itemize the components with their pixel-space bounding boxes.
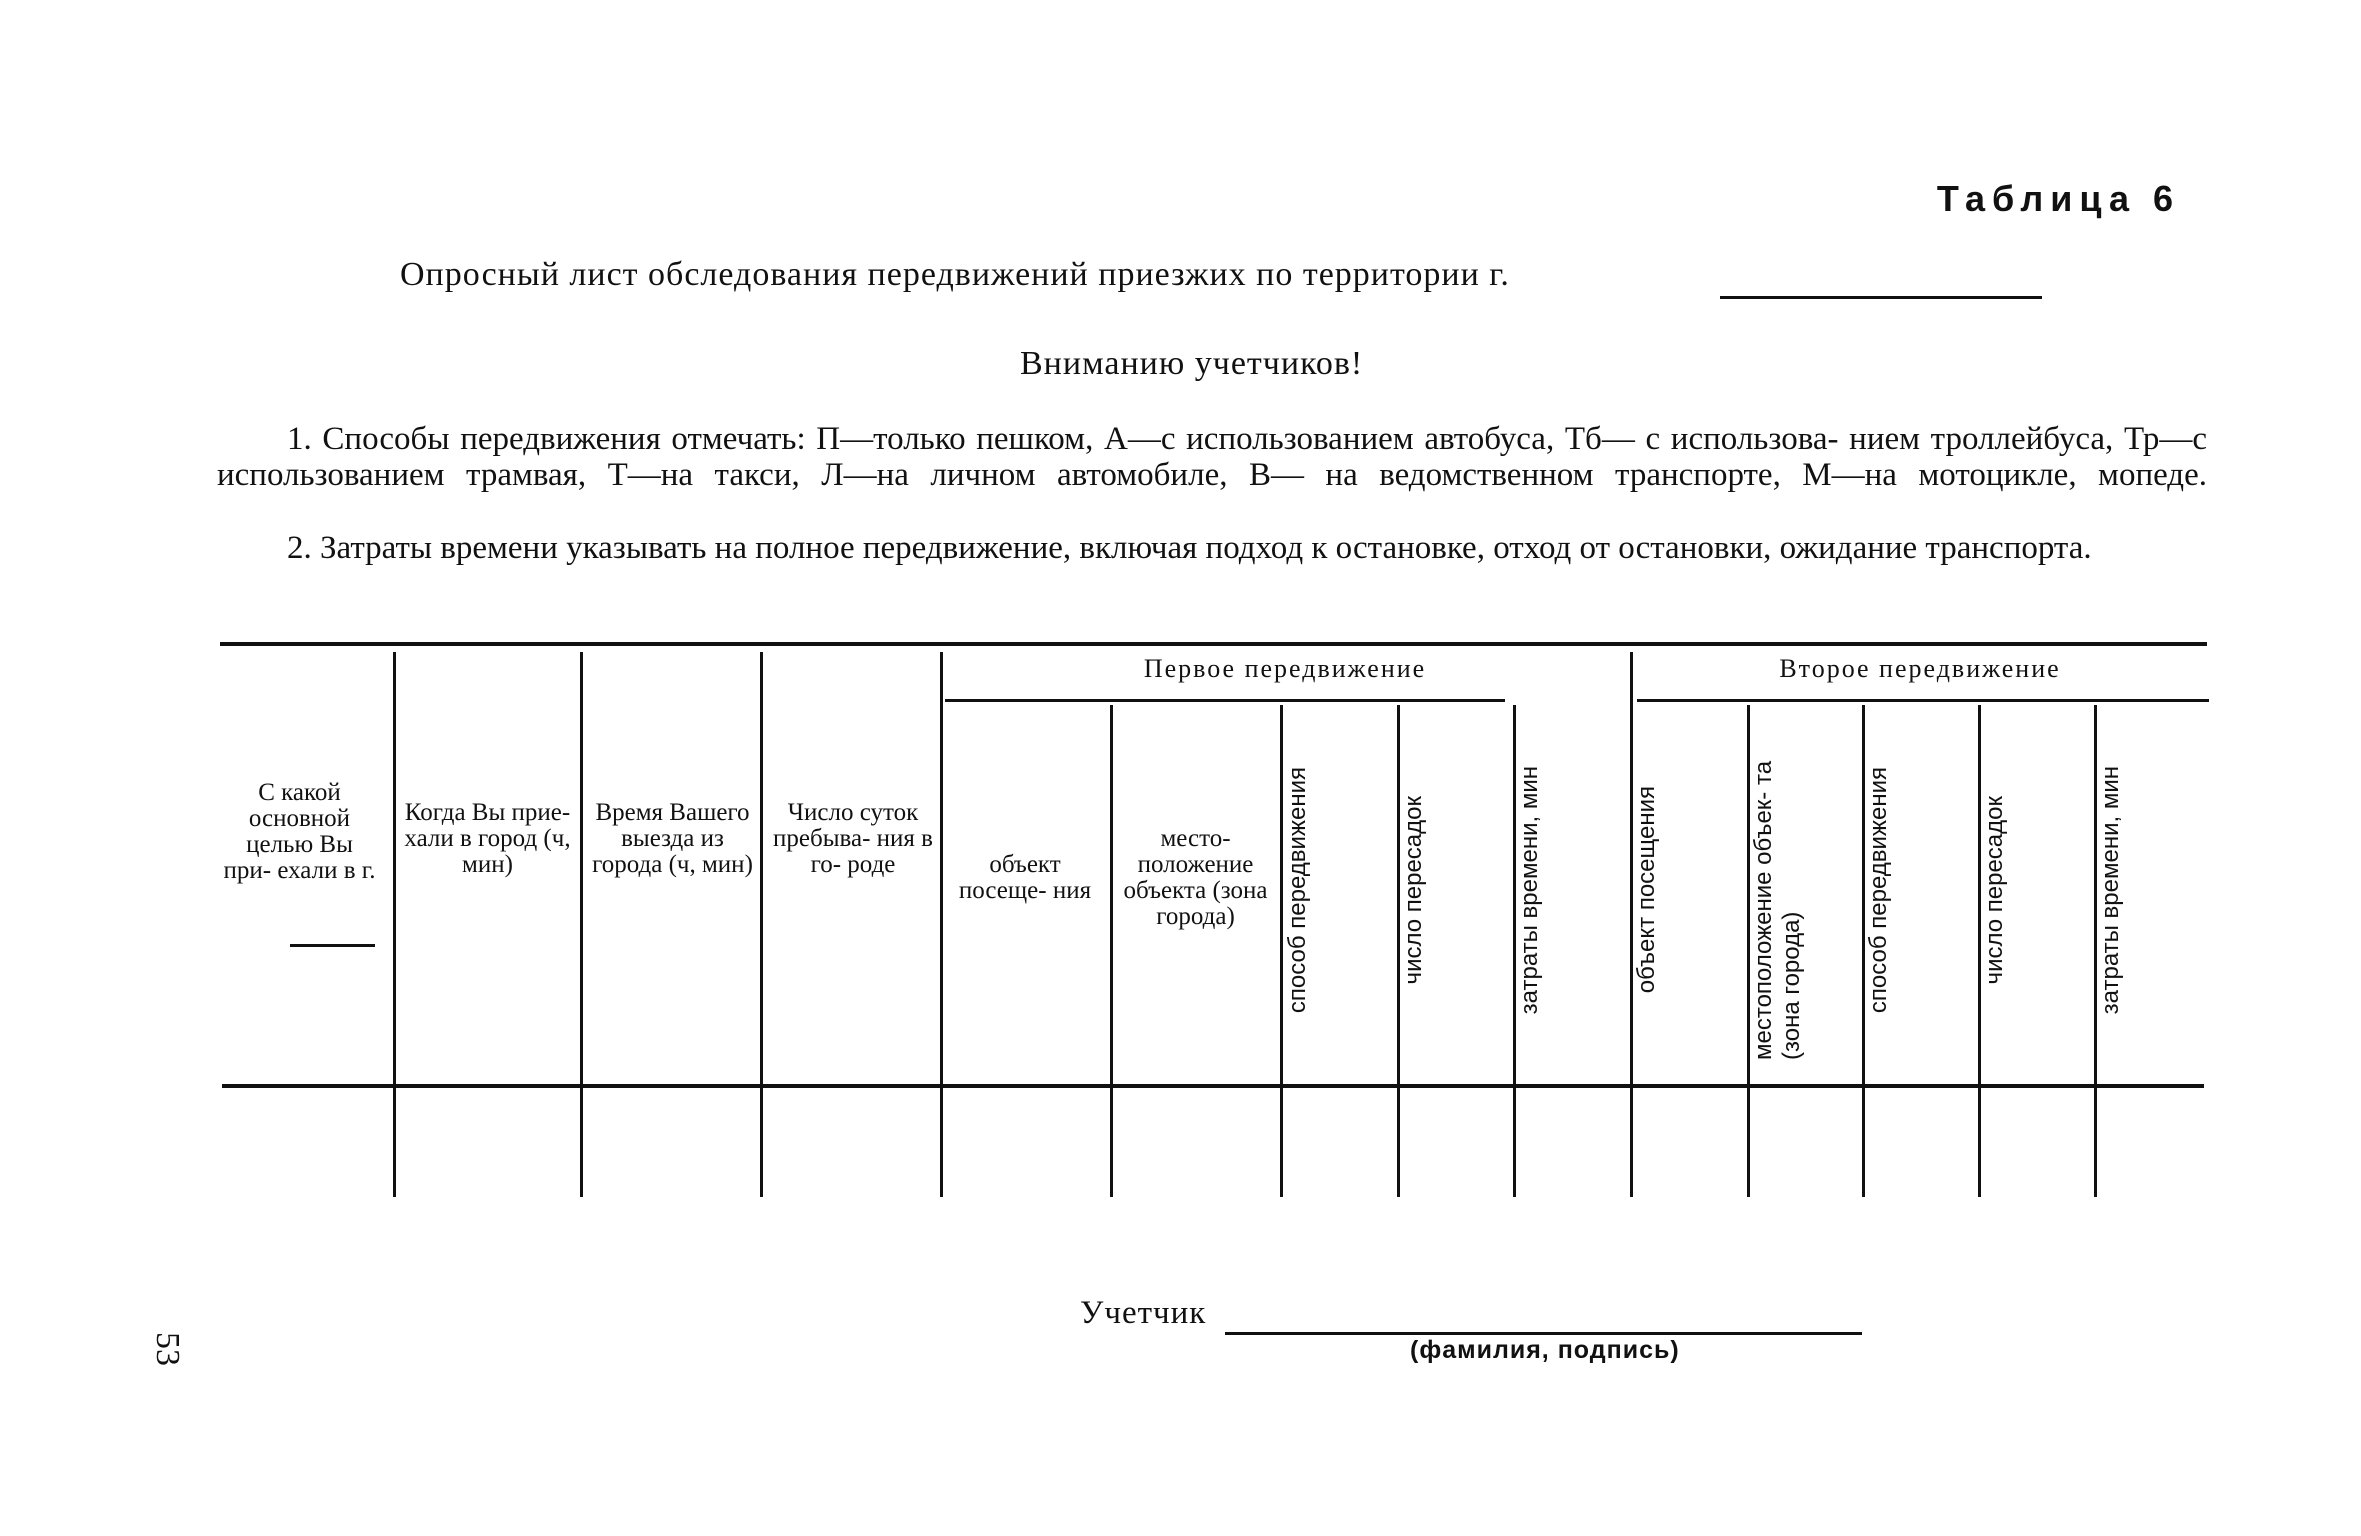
col-divider [1110, 705, 1113, 1197]
departure-time-column-header: Время Вашего выезда из города (ч, мин) [592, 799, 753, 878]
instruction-1: 1. Способы передвижения отмечать: П—только пешком, А—с использованием автобуса, Тб— с использова- нием троллейбуса, Тр—с использованием трамвая, Т—на такси, Л—на личном автомобиле, В— на ведомственном транспорте, М—на мотоцикле, мопеде. [217, 421, 2207, 493]
second-time-header: затраты времени, мин [2097, 765, 2124, 1015]
second-trip-group-header: Второе передвижение [1779, 654, 2061, 683]
days-in-city-column-header: Число суток пребыва- ния в го- роде [773, 799, 933, 878]
first-location-header: место- положение объекта (зона города) [1123, 825, 1268, 930]
accountant-label: Учетчик [1080, 1295, 1207, 1331]
col-divider [940, 652, 943, 1197]
page-number: 53 [149, 1332, 186, 1366]
col-divider [1280, 705, 1283, 1197]
first-transfers-header: число пересадок [1400, 795, 1427, 985]
signature-caption: (фамилия, подпись) [1410, 1336, 1680, 1364]
instruction-2: 2. Затраты времени указывать на полное передвижение, включая подход к остановке, отход от остановки, ожидание транспорта. [287, 530, 2092, 566]
table-top-rule [220, 642, 2207, 646]
col-divider [760, 652, 763, 1197]
table-number-label: Таблица 6 [1936, 178, 2180, 219]
col-divider [580, 652, 583, 1197]
second-location-header: местоположение объек- та (зона города) [1750, 760, 1805, 1060]
col-divider [393, 652, 396, 1197]
second-transfers-header: число пересадок [1981, 795, 2008, 985]
first-group-underline [945, 699, 1505, 702]
city-blank-line[interactable] [1720, 296, 2042, 299]
survey-title: Опросный лист обследования передвижений приезжих по территории г. [400, 256, 1510, 293]
purpose-city-blank [290, 944, 375, 947]
second-object-header: объект посещения [1633, 786, 1660, 994]
attention-heading: Вниманию учетчиков! [1020, 345, 1364, 382]
header-bottom-rule [222, 1084, 2204, 1088]
second-group-underline [1637, 699, 2209, 702]
first-mode-header: способ передвижения [1284, 766, 1311, 1014]
first-time-header: затраты времени, мин [1516, 765, 1543, 1015]
second-mode-header: способ передвижения [1865, 766, 1892, 1014]
arrival-time-column-header: Когда Вы прие- хали в город (ч, мин) [404, 799, 571, 878]
purpose-column-header: С какой основной целью Вы при- ехали в г. [223, 779, 376, 884]
first-trip-group-header: Первое передвижение [1143, 654, 1427, 683]
first-object-header: объект посеще- ния [958, 851, 1092, 904]
signature-line[interactable] [1225, 1332, 1862, 1335]
